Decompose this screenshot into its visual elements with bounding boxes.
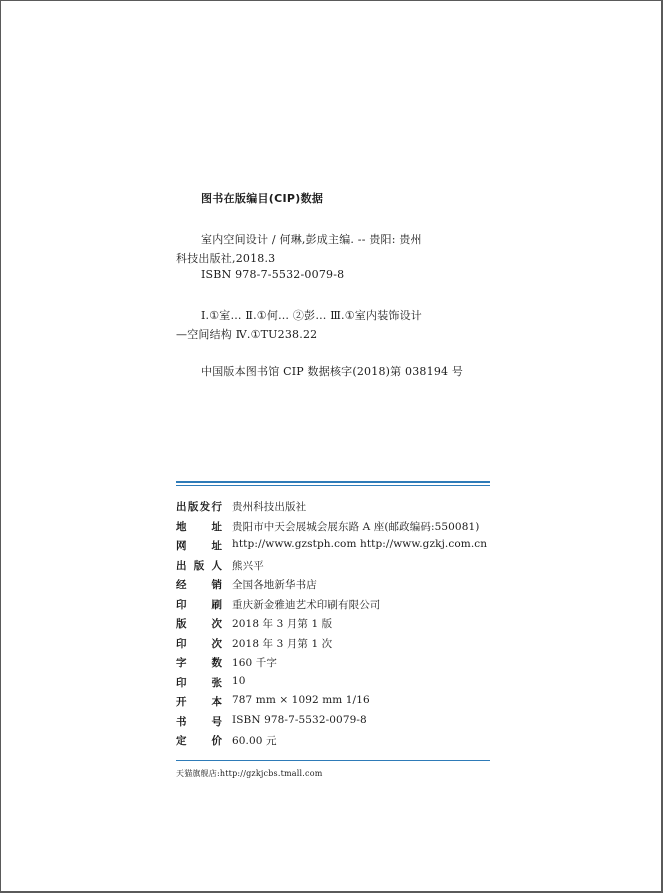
imprint-label: 书号 <box>176 715 222 728</box>
imprint-label: 字数 <box>176 657 222 669</box>
imprint-label: 开本 <box>176 696 222 708</box>
divider-thin-line <box>176 485 490 486</box>
imprint-value: 10 <box>232 674 246 687</box>
imprint-row <box>176 694 496 714</box>
imprint-row <box>176 655 496 675</box>
imprint-value: 贵州科技出版社 <box>232 501 307 513</box>
imprint-row <box>176 714 496 734</box>
imprint-list <box>176 499 496 753</box>
imprint-label: 地址 <box>176 520 222 533</box>
imprint-bottom-divider <box>176 760 490 761</box>
cip-line-record-number: 中国版本图书馆 CIP 数据核字(2018)第 038194 号 <box>201 365 464 378</box>
imprint-row <box>176 636 496 656</box>
cip-line-classification: Ⅰ.①室… Ⅱ.①何… ②彭… Ⅲ.①室内装饰设计 <box>201 309 422 322</box>
imprint-value: 重庆新金雅迪艺术印刷有限公司 <box>232 598 381 611</box>
imprint-label: 印刷 <box>176 598 222 611</box>
cip-line-classification-cont: —空间结构 Ⅳ.①TU238.22 <box>176 328 318 341</box>
imprint-row <box>176 577 496 597</box>
imprint-label: 版次 <box>176 618 222 630</box>
imprint-value: http://www.gzstph.com http://www.gzkj.com.cn <box>232 538 488 550</box>
imprint-label: 出版发行 <box>176 501 222 513</box>
imprint-row <box>176 499 496 519</box>
cip-line-publisher: 科技出版社,2018.3 <box>176 252 276 265</box>
imprint-row <box>176 519 496 539</box>
imprint-label: 经销 <box>176 579 222 591</box>
imprint-label: 定价 <box>176 735 222 747</box>
cip-heading: 图书在版编目(CIP)数据 <box>201 192 324 205</box>
imprint-label: 印张 <box>176 676 222 689</box>
imprint-label: 网址 <box>176 540 222 552</box>
divider-thick-line <box>176 481 490 483</box>
imprint-value: ISBN 978-7-5532-0079-8 <box>232 713 367 726</box>
imprint-row <box>176 558 496 578</box>
imprint-value: 160 千字 <box>232 657 277 669</box>
imprint-row <box>176 538 496 558</box>
imprint-label: 出版人 <box>176 559 222 572</box>
imprint-value: 熊兴平 <box>232 559 264 572</box>
imprint-row <box>176 733 496 753</box>
imprint-row <box>176 597 496 617</box>
imprint-value: 全国各地新华书店 <box>232 579 317 591</box>
imprint-value: 贵阳市中天会展城会展东路 A 座(邮政编码:550081) <box>232 520 480 533</box>
imprint-row <box>176 616 496 636</box>
imprint-row <box>176 675 496 695</box>
imprint-value: 2018 年 3 月第 1 版 <box>232 618 333 630</box>
imprint-value: 787 mm × 1092 mm 1/16 <box>232 694 370 706</box>
cip-line-title: 室内空间设计 / 何琳,彭成主编. -- 贵阳: 贵州 <box>201 233 422 246</box>
tmall-store-note: 天猫旗舰店:http://gzkjcbs.tmall.com <box>176 769 323 778</box>
imprint-label: 印次 <box>176 637 222 650</box>
imprint-top-divider <box>176 481 490 487</box>
imprint-value: 60.00 元 <box>232 735 277 747</box>
cip-line-isbn: ISBN 978-7-5532-0079-8 <box>201 268 345 281</box>
imprint-value: 2018 年 3 月第 1 次 <box>232 637 333 650</box>
